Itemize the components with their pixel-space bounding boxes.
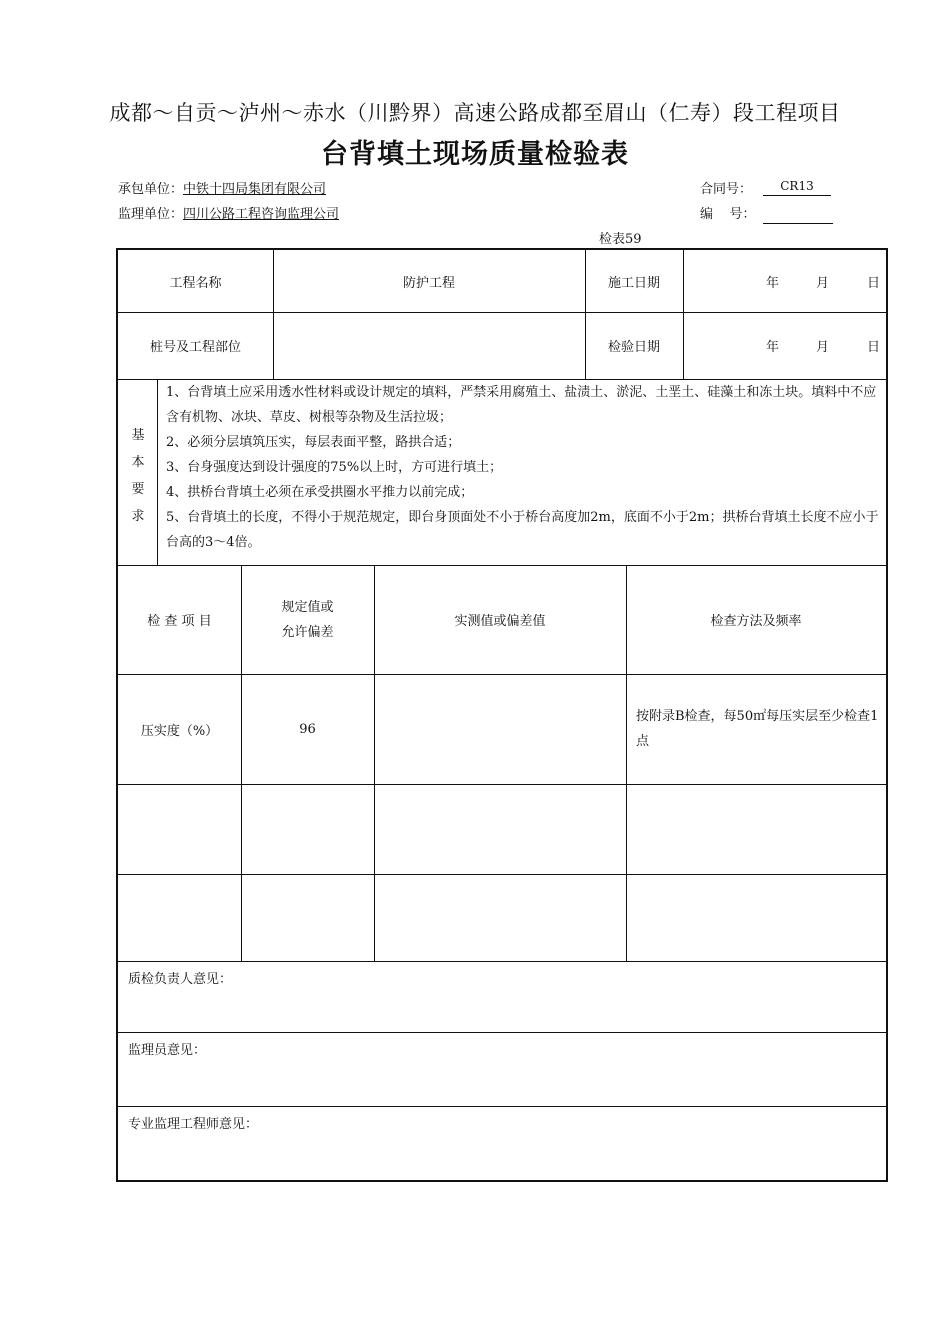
engineer-opinion-label: 专业监理工程师意见： — [128, 1117, 259, 1132]
station-value — [273, 312, 585, 379]
row-measured — [374, 674, 626, 784]
supervisor-row — [118, 203, 339, 222]
serial-no-value — [763, 206, 833, 224]
col-header-item: 检 查 项 目 — [147, 614, 212, 629]
requirement-item: 4、拱桥台背填土必须在承受拱圈水平推力以前完成； — [166, 485, 474, 500]
contractor-value: 中铁十四局集团有限公司 — [183, 182, 327, 197]
contractor-row — [118, 178, 326, 197]
qc-opinion-label: 质检负责人意见： — [128, 972, 233, 987]
date-year: 年 — [766, 275, 780, 291]
project-name-label: 工程名称 — [169, 275, 222, 291]
label-char: 求 — [131, 509, 145, 524]
station-label: 桩号及工程部位 — [149, 340, 241, 355]
construction-date-value — [683, 250, 886, 312]
row-divider — [118, 1106, 886, 1107]
inspection-date-label: 检验日期 — [607, 340, 660, 355]
requirement-item: 3、台身强度达到设计强度的75%以上时，方可进行填土； — [166, 460, 503, 475]
col-header-spec — [241, 565, 374, 674]
date-day: 日 — [867, 340, 881, 355]
label-char: 要 — [131, 482, 145, 497]
col-header-spec-line: 允许偏差 — [281, 624, 334, 640]
row-spec — [241, 784, 374, 874]
row-method — [626, 784, 886, 874]
row-item — [118, 874, 241, 961]
project-name-value: 防护工程 — [402, 275, 455, 291]
supervisor-opinion-label: 监理员意见： — [128, 1043, 207, 1058]
date-day: 日 — [867, 275, 881, 291]
row-method: 按附录B检查，每50㎡每压实层至少检查1点 — [636, 709, 879, 749]
col-header-measured: 实测值或偏差值 — [454, 614, 546, 629]
contract-no-value: CR13 — [763, 178, 831, 196]
requirement-item: 5、台背填土的长度，不得小于规范规定，即台身顶面处不小于桥台高度加2m，底面不小于2m；拱桥台背填土长度不应小于台高的3～4倍。 — [166, 510, 879, 550]
row-measured — [374, 874, 626, 961]
supervisor-label: 监理单位： — [118, 207, 184, 222]
row-spec — [241, 874, 374, 961]
contract-no-label: 合同号： — [700, 182, 753, 197]
row-divider — [118, 1032, 886, 1033]
supervisor-value: 四川公路工程咨询监理公司 — [183, 207, 340, 222]
label-char: 本 — [131, 455, 145, 470]
inspection-date-value — [683, 312, 886, 379]
date-month: 月 — [816, 275, 830, 291]
basic-requirements-label — [123, 422, 153, 530]
row-item: 压实度（%） — [140, 723, 219, 739]
inspection-form-table — [116, 248, 888, 1182]
row-method — [626, 874, 886, 961]
requirement-item: 1、台背填土应采用透水性材料或设计规定的填料，严禁采用腐殖土、盐渍土、淤泥、土垩土、硅藻土和冻土块。填料中不应含有机物、冰块、草皮、树根等杂物及生活拉圾； — [166, 385, 877, 425]
project-title: 成都～自贡～泸州～赤水（川黔界）高速公路成都至眉山（仁寿）段工程项目 — [109, 101, 841, 125]
date-year: 年 — [766, 340, 780, 355]
serial-no-label: 编 号： — [700, 207, 756, 222]
construction-date-label: 施工日期 — [607, 275, 660, 291]
date-month: 月 — [816, 340, 830, 355]
form-title: 台背填土现场质量检验表 — [321, 139, 629, 170]
contractor-label: 承包单位： — [118, 182, 184, 197]
requirement-item: 2、必须分层填筑压实，每层表面平整，路拱合适； — [166, 435, 461, 450]
row-spec: 96 — [299, 721, 316, 737]
row-measured — [374, 784, 626, 874]
form-code: 检表59 — [599, 232, 642, 247]
requirements-list — [166, 380, 882, 555]
row-item — [118, 784, 241, 874]
col-header-method: 检查方法及频率 — [710, 614, 802, 629]
row-divider — [118, 961, 886, 962]
col-header-spec-line: 规定值或 — [281, 599, 334, 615]
label-char: 基 — [131, 428, 145, 443]
col-divider — [157, 379, 158, 565]
